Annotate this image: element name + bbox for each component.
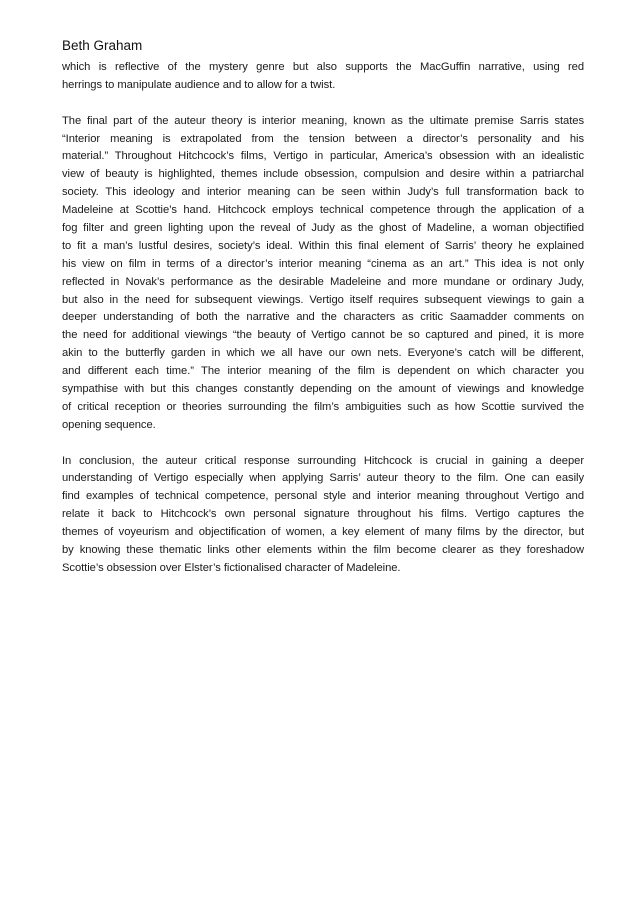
text-line: reflected in Novak’s performance as the desirable Madeleine and more mundane or ordinary Judy, <box>62 275 584 288</box>
text-line: but also in the need for subsequent viewings. Vertigo itself requires subsequent viewings to gain a <box>62 293 584 306</box>
text-line: fog filter and green lighting upon the reveal of Judy as the ghost of Madeline, a woman objectified <box>62 222 584 235</box>
text-line: find examples of technical competence, personal style and interior meaning throughout Vertigo and <box>62 490 584 503</box>
text-line: and different each time.” The interior meaning of the film is dependent on which character you <box>62 365 584 378</box>
paragraph-gap <box>62 435 584 453</box>
paragraph-2 <box>62 113 584 435</box>
text-line: understanding of Vertigo especially when applying Sarris’ auteur theory to the film. One can easily <box>62 472 584 485</box>
text-line: opening sequence. <box>62 418 156 431</box>
text-line: his view on film in terms of a director’s interior meaning “cinema as an art.” This idea is not only <box>62 257 584 270</box>
text-line: sympathise with but this changes constantly depending on the amount of viewings and knowledge <box>62 383 584 396</box>
text-line: society. This ideology and interior meaning can be seen within Judy’s full transformation back to <box>62 186 584 199</box>
author-header: Beth Graham <box>62 38 143 53</box>
text-line: deeper understanding of both the narrative and the characters as critic Saamadder comments on <box>62 311 584 324</box>
text-line: The final part of the auteur theory is interior meaning, known as the ultimate premise Sarris states <box>62 114 584 127</box>
text-line: relate it back to Hitchcock’s own personal signature throughout his films. Vertigo captures the <box>62 508 584 521</box>
text-line: In conclusion, the auteur critical response surrounding Hitchcock is crucial in gaining a deeper <box>62 454 584 467</box>
text-line: themes of voyeurism and objectification of women, a key element of many films by the director, but <box>62 526 584 539</box>
text-line: Scottie’s obsession over Elster’s fictionalised character of Madeleine. <box>62 561 401 574</box>
text-line: to fit a man’s lustful desires, society’s ideal. Within this final element of Sarris’ theory he explained <box>62 239 584 252</box>
text-line: herrings to manipulate audience and to allow for a twist. <box>62 78 336 91</box>
text-line: Madeleine at Scottie’s hand. Hitchcock employs technical competence through the application of a <box>62 204 584 217</box>
text-line: which is reflective of the mystery genre but also supports the MacGuffin narrative, using red <box>62 61 584 73</box>
paragraph-gap <box>62 95 584 113</box>
text-line: the need for additional viewings “the beauty of Vertigo cannot be so captured and pined, it is more <box>62 329 584 342</box>
text-line: “Interior meaning is extrapolated from the tension between a director’s personality and his <box>62 132 584 145</box>
text-line: view of beauty is highlighted, themes include obsession, compulsion and desire within a patriarchal <box>62 168 584 181</box>
text-line: material.” Throughout Hitchcock’s films, Vertigo in particular, America’s obsession with an idealistic <box>62 150 584 163</box>
text-line: of critical reception or theories surrounding the film’s ambiguities such as how Scottie survived the <box>62 400 584 413</box>
paragraph-3 <box>62 453 584 578</box>
text-line: akin to the butterfly garden in which we all have our own nets. Everyone’s catch will be different, <box>62 347 584 360</box>
document-body <box>62 59 584 578</box>
paragraph-1 <box>62 59 584 95</box>
text-line: by knowing these thematic links other elements within the film become clearer as they foreshadow <box>62 544 584 557</box>
